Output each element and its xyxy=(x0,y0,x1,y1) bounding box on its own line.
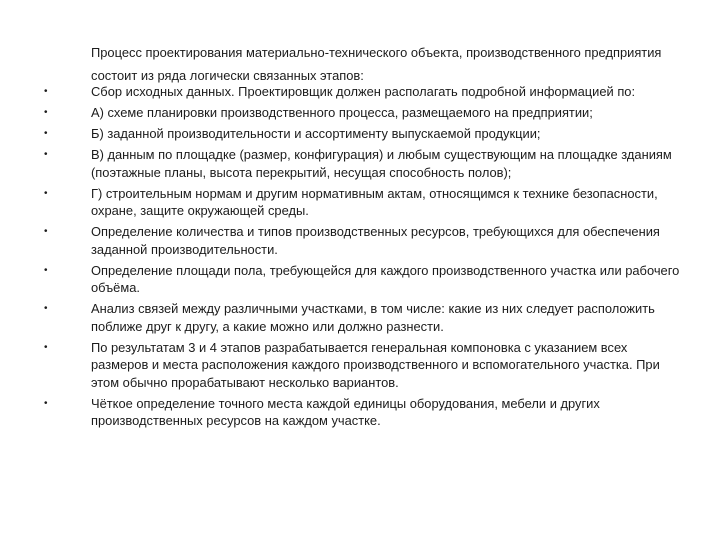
intro-paragraph: Процесс проектирования материально-технического объекта, производственного предприятия состоит из ряда логически связанных этапов: xyxy=(91,45,662,83)
list-item-text: По результатам 3 и 4 этапов разрабатывается генеральная компоновка с указанием всех размеров и места расположения каждого производственного и вспомогательного участка. При этом обычно прорабатывают несколько вариантов. xyxy=(91,339,660,390)
list-item-text: Анализ связей между различными участками, в том числе: какие из них следует расположить поближе друг к другу, а какие можно или должно разнести. xyxy=(91,301,655,334)
list-item xyxy=(0,104,681,122)
list-item-text: Б) заданной производительности и ассортименту выпускаемой продукции; xyxy=(91,126,541,141)
bullet-icon: • xyxy=(44,264,48,276)
list-item xyxy=(0,146,681,181)
list-item-text: В) данным по площадке (размер, конфигурация) и любым существующим на площадке зданиям (поэтажные планы, высота перекрытий, несущая способность полов); xyxy=(91,147,672,180)
list-item-text: Определение площади пола, требующейся для каждого производственного участка или рабочего объёма. xyxy=(91,262,680,295)
bullet-icon: • xyxy=(44,128,48,139)
list-item xyxy=(0,125,681,143)
bullet-icon: • xyxy=(44,397,48,409)
list-item xyxy=(0,223,681,258)
bullet-icon: • xyxy=(44,187,48,199)
list-item-text: А) схеме планировки производственного процесса, размещаемого на предприятии; xyxy=(91,105,593,120)
list-item xyxy=(0,395,681,430)
list-item xyxy=(0,339,681,392)
bullet-icon: • xyxy=(44,149,48,160)
bullet-icon: • xyxy=(44,107,48,118)
list-item xyxy=(0,262,681,297)
list-item xyxy=(0,185,681,220)
list-item-text: Определение количества и типов производственных ресурсов, требующихся для обеспечения заданной производительности. xyxy=(91,224,660,257)
bullet-icon: • xyxy=(44,341,48,353)
list-item xyxy=(0,300,681,335)
bullet-list xyxy=(0,83,720,433)
list-item-text: Чёткое определение точного места каждой единицы оборудования, мебели и других производственных ресурсов на каждом участке. xyxy=(91,395,600,428)
bullet-icon: • xyxy=(44,303,48,314)
list-item xyxy=(0,83,681,101)
list-item-text: Сбор исходных данных. Проектировщик должен располагать подробной информацией по: xyxy=(91,84,636,99)
bullet-icon: • xyxy=(44,226,48,237)
list-item-text: Г) строительным нормам и другим нормативным актам, относящимся к технике безопасности, охране, защите окружающей среды. xyxy=(91,185,658,218)
bullet-icon: • xyxy=(44,86,48,97)
